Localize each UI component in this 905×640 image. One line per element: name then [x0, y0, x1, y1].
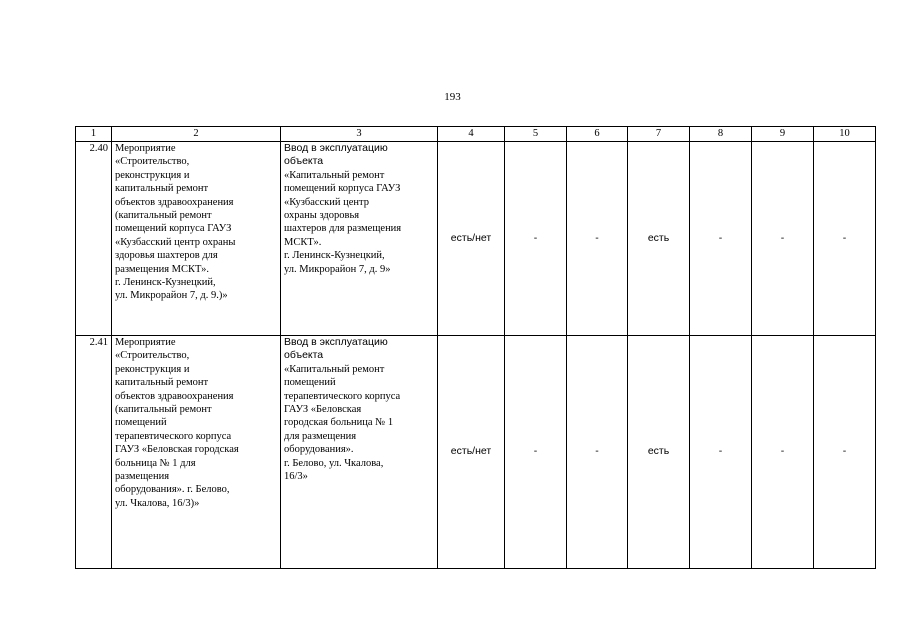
indicator-title: Ввод в эксплуатацию объекта: [284, 142, 388, 168]
column-header: 8: [690, 127, 752, 142]
value-cell: -: [690, 336, 752, 569]
page-number: 193: [444, 91, 461, 103]
status-cell: есть/нет: [438, 336, 505, 569]
status-cell: есть/нет: [438, 142, 505, 336]
row-number: 2.40: [76, 142, 112, 336]
value-cell: -: [505, 336, 567, 569]
column-header: 5: [505, 127, 567, 142]
table-header-row: [76, 127, 876, 142]
column-header: 2: [112, 127, 281, 142]
indicator-body: «Капитальный ремонт помещений терапевтического корпуса ГАУЗ «Беловская городская больница № 1 для размещения оборудования». г. Белово, ул. Чкалова, 16/3»: [284, 363, 401, 483]
event-description: Мероприятие «Строительство, реконструкция и капитальный ремонт объектов здравоохранения (капитальный ремонт помещений терапевтического корпуса ГАУЗ «Беловская городская больница № 1 для размещения оборудования». г. Белово, ул. Чкалова, 16/3)»: [112, 336, 281, 569]
indicator-cell: [281, 336, 438, 569]
value-cell: есть: [628, 336, 690, 569]
value-cell: есть: [628, 142, 690, 336]
value-cell: -: [505, 142, 567, 336]
table-row: [76, 142, 876, 336]
column-header: 1: [76, 127, 112, 142]
value-cell: -: [752, 336, 814, 569]
table-row: [76, 336, 876, 569]
indicator-body: «Капитальный ремонт помещений корпуса ГАУЗ «Кузбасский центр охраны здоровья шахтеров для размещения МСКТ». г. Ленинск-Кузнецкий, ул. Микрорайон 7, д. 9»: [284, 169, 402, 275]
row-number: 2.41: [76, 336, 112, 569]
column-header: 6: [567, 127, 628, 142]
column-header: 7: [628, 127, 690, 142]
value-cell: -: [567, 336, 628, 569]
value-cell: -: [814, 336, 876, 569]
indicator-title: Ввод в эксплуатацию объекта: [284, 336, 388, 362]
event-description: Мероприятие «Строительство, реконструкция и капитальный ремонт объектов здравоохранения (капитальный ремонт помещений корпуса ГАУЗ «Кузбасский центр охраны здоровья шахтеров для размещения МСКТ». г. Ленинск-Кузнецкий, ул. Микрорайон 7, д. 9.)»: [112, 142, 281, 336]
value-cell: -: [567, 142, 628, 336]
value-cell: -: [814, 142, 876, 336]
column-header: 10: [814, 127, 876, 142]
value-cell: -: [690, 142, 752, 336]
column-header: 9: [752, 127, 814, 142]
indicator-cell: [281, 142, 438, 336]
column-header: 4: [438, 127, 505, 142]
value-cell: -: [752, 142, 814, 336]
column-header: 3: [281, 127, 438, 142]
data-table: [75, 126, 876, 569]
